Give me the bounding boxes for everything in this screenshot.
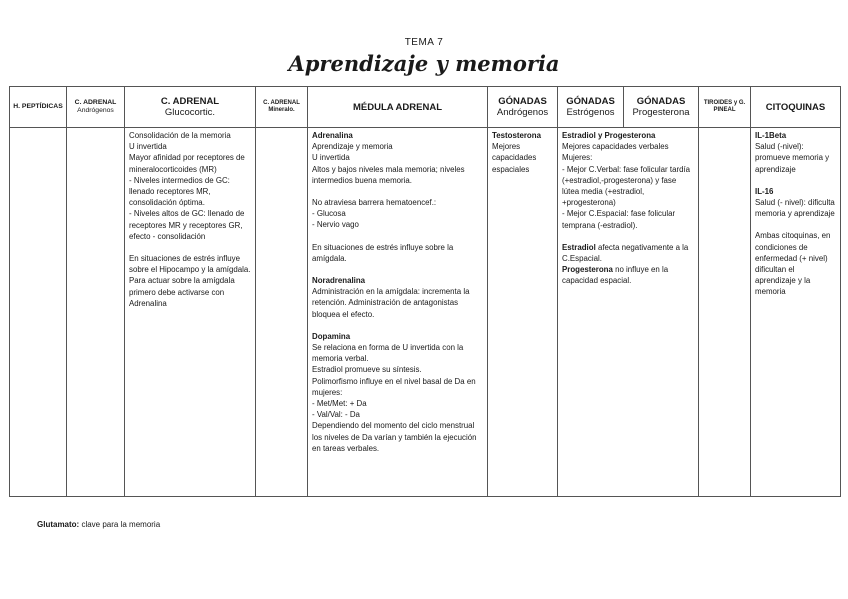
- il1beta-heading: IL-1Beta: [755, 131, 787, 140]
- header-gonadas-estrogenos: [558, 87, 624, 128]
- cell-gonadas-estrogenos-progesterona: [558, 128, 699, 497]
- adrenalina-stress-text: En situaciones de estrés influye sobre la amígdala.: [312, 242, 454, 263]
- adrenalina-barrier-text: No atraviesa barrera hematoencef.: - Glucosa - Nervio vago: [312, 198, 437, 230]
- page-title: Aprendizaje y memoria: [288, 51, 560, 76]
- hormone-table: [9, 86, 841, 497]
- cell-c-adrenal-androgenos: [67, 128, 125, 497]
- header-gonadas-androgenos: [488, 87, 558, 128]
- il16-heading: IL-16: [755, 186, 774, 196]
- cell-citoquinas: [751, 128, 841, 497]
- adrenalina-text: Aprendizaje y memoria U invertida Altos y bajos niveles mala memoria; niveles intermedios buena memoria.: [312, 142, 465, 185]
- table-row: [10, 128, 841, 497]
- table-header-row: [10, 87, 841, 128]
- header-subtitle: Progesterona: [632, 107, 690, 118]
- dopamina-text: Se relaciona en forma de U invertida con la memoria verbal. Estradiol promueve su síntesis. Polimorfismo influye en el nivel basal de Da en mujeres: - Met/Met: + Da - Val/Val: - Da Dependiendo del momento del ciclo menstrual los niveles de Da varían y también la ejecución en tareas verbales.: [312, 343, 477, 453]
- cell-tiroides-pineal: [699, 128, 751, 497]
- adrenalina-heading: Adrenalina: [312, 131, 353, 140]
- cell-c-adrenal-mineralocorticoides: [256, 128, 308, 497]
- header-title: GÓNADAS: [566, 96, 615, 107]
- glutamato-note: Glutamato: clave para la memoria: [37, 520, 161, 529]
- header-subtitle: Andrógenos: [77, 107, 114, 114]
- header-c-adrenal-glucocorticoides: [125, 87, 256, 128]
- topic-number: TEMA 7: [404, 37, 444, 48]
- noradrenalina-text: Administración en la amígdala: incrementa la retención. Administración de antagonistas bloquea el efecto.: [312, 287, 470, 319]
- progesterona-note: Progesterona no influye en la capacidad espacial.: [562, 265, 669, 286]
- il16-text: Salud (- nivel): dificulta memoria y aprendizaje: [755, 198, 835, 219]
- header-h-peptidicas: H. PEPTÍDICAS: [10, 87, 67, 128]
- header-gonadas-progesterona: [624, 87, 699, 128]
- cell-gonadas-androgenos: [488, 128, 558, 497]
- header-subtitle: Mineralo.: [268, 107, 295, 113]
- noradrenalina-heading: Noradrenalina: [312, 276, 366, 286]
- header-title: C. ADRENAL: [263, 99, 300, 106]
- header-subtitle: Andrógenos: [496, 107, 549, 118]
- estradiol-progesterona-heading: Estradiol y Progesterona: [562, 131, 656, 140]
- estradiol-note: Estradiol afecta negativamente a la C.Espacial.: [562, 242, 689, 264]
- cell-c-adrenal-glucocorticoides: [125, 128, 256, 497]
- header-c-adrenal-mineralocorticoides: [256, 87, 308, 128]
- estradiol-progesterona-text: Mejores capacidades verbales Mujeres: - Mejor C.Verbal: fase folicular tardía (+estradiol,-progesterona) y fase lútea media (+estradiol, +progesterona) - Mejor C.Espacial: fase folicular temprana (-estradiol).: [562, 142, 691, 230]
- header-medula-adrenal: MÉDULA ADRENAL: [308, 87, 488, 128]
- gluco-stress-text: En situaciones de estrés influye sobre el Hipocampo y la amígdala. Para actuar sobre la amígdala primero debe activarse con Adrenalina: [129, 254, 251, 308]
- header-citoquinas: CITOQUINAS: [751, 87, 841, 128]
- cell-medula-adrenal: [308, 128, 488, 497]
- cell-h-peptidicas: [10, 128, 67, 497]
- header-subtitle: Glucocortic.: [164, 107, 216, 118]
- testosterona-text: Mejores capacidades espaciales: [492, 142, 537, 174]
- header-title: GÓNADAS: [636, 96, 686, 107]
- header-title: C. ADRENAL: [74, 99, 117, 106]
- header-subtitle: Estrógenos: [566, 107, 615, 118]
- header-title: GÓNADAS: [498, 96, 547, 107]
- header-title: C. ADRENAL: [160, 96, 220, 107]
- testosterona-heading: Testosterona: [492, 131, 541, 140]
- dopamina-heading: Dopamina: [312, 331, 351, 341]
- il1beta-text: Salud (-nivel): promueve memoria y aprendizaje: [755, 142, 830, 174]
- citoquinas-summary-text: Ambas citoquinas, en condiciones de enfermedad (+ nivel) dificultan el aprendizaje y la memoria: [755, 231, 831, 297]
- gluco-consolidation-text: Consolidación de la memoria U invertida Mayor afinidad por receptores de mineralocorticoides (MR) - Niveles intermedios de GC: llenado receptores MR, consolidación óptima. - Niveles altos de GC: llenado de receptores MR y receptores GR, efecto - consolidación: [129, 131, 245, 241]
- header-tiroides-pineal: TIROIDES y G. PINEAL: [699, 87, 751, 128]
- header-c-adrenal-androgenos: [67, 87, 125, 128]
